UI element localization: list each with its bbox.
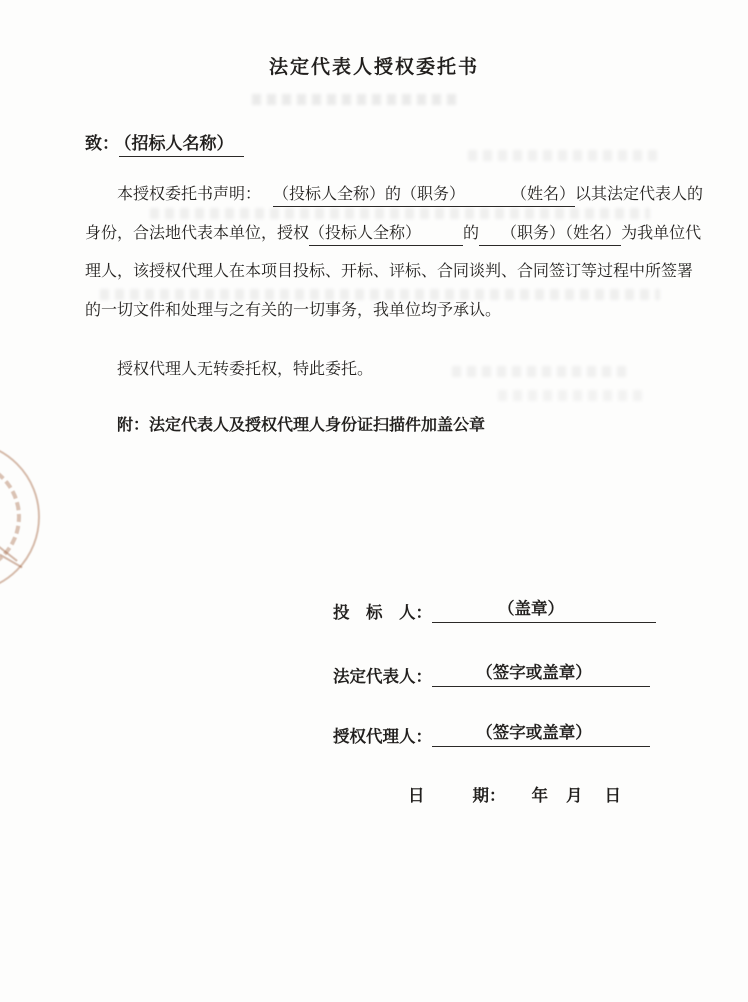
declaration-line-4: 的一切文件和处理与之有关的一切事务，我单位均予承认。	[85, 301, 502, 319]
recipient-label: 致：	[85, 134, 119, 153]
date-line	[408, 782, 621, 806]
recipient-line	[85, 129, 244, 154]
declaration-suffix: 以其法定代表人的	[575, 186, 704, 203]
date-month-label: 月	[566, 786, 583, 805]
line2-text2: 的	[463, 224, 480, 242]
document-title: 法定代表人授权委托书	[268, 57, 479, 78]
bleed-through-artifact	[150, 208, 650, 219]
legal-rep-signature-blank: （签字或盖章）	[432, 659, 650, 687]
name-blank: （姓名）	[511, 186, 576, 203]
legal-rep-label: 法定代表人：	[333, 667, 432, 686]
bleed-through-artifact	[468, 150, 658, 161]
bleed-through-artifact	[252, 94, 457, 105]
attachment-note: 附：法定代表人及授权代理人身份证扫描件加盖公章	[117, 417, 486, 434]
bidder-label: 投 标 人：	[333, 603, 432, 622]
recipient-blank-value: （招标人名称）	[119, 134, 244, 157]
bidder-name-and-position-blank: （投标人全称）的（职务）	[273, 186, 466, 203]
declaration-prefix: 本授权委托书声明：	[117, 186, 262, 203]
declaration-line-3: 理人，该授权代理人在本项目投标、开标、评标、合同谈判、合同签订等过程中所签署	[85, 263, 694, 281]
date-day-label: 日	[604, 786, 621, 805]
no-delegation-clause: 授权代理人无转委托权，特此委托。	[117, 361, 374, 378]
position-name-blank: （职务）（姓名）	[501, 224, 622, 242]
declaration-paragraph	[85, 176, 705, 330]
agent-signature-row	[333, 719, 650, 747]
date-year-label: 年	[531, 786, 548, 805]
bleed-through-artifact	[100, 289, 660, 300]
agent-signature-blank: （签字或盖章）	[432, 719, 650, 747]
bidder-fullname-blank: （投标人全称）	[309, 224, 422, 242]
legal-rep-signature-row	[333, 659, 650, 687]
partial-round-seal-artifact	[0, 441, 40, 593]
date-label-qi: 期：	[472, 786, 506, 805]
bleed-through-artifact	[498, 390, 648, 401]
line2-text1: 身份，合法地代表本单位，授权	[85, 224, 310, 242]
bidder-signature-row	[333, 595, 656, 623]
line2-text3: 为我单位代	[621, 224, 702, 242]
agent-label: 授权代理人：	[333, 727, 432, 746]
declaration-line-2	[85, 215, 705, 254]
date-label-ri: 日	[408, 786, 425, 805]
bleed-through-artifact	[452, 366, 632, 377]
bidder-signature-blank: （盖章）	[432, 595, 656, 623]
